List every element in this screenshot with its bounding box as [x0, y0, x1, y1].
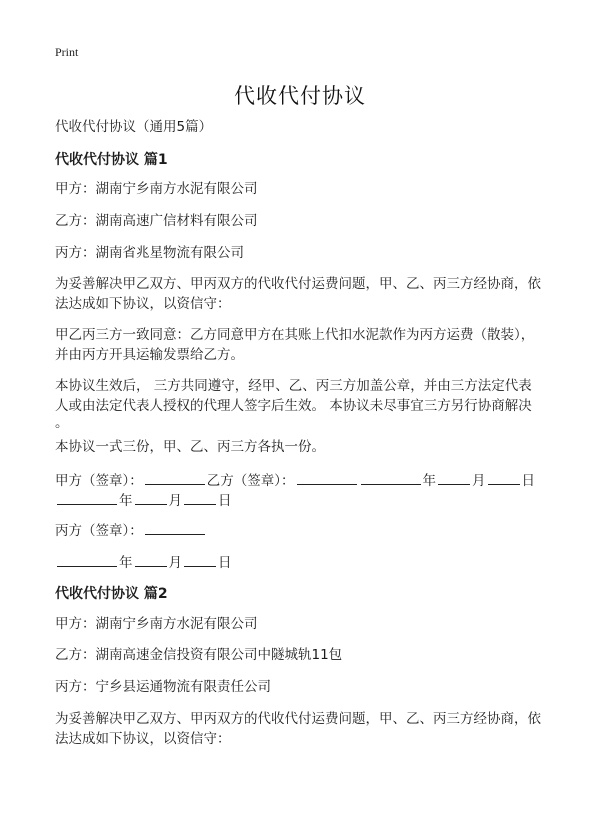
section-1-para3-line1: 本协议生效后， 三方共同遵守，经甲、乙、丙三方加盖公章，并由三方法定代表 [55, 378, 532, 394]
date-a-day-blank[interactable] [488, 470, 520, 485]
section-2-para1-line1: 为妥善解决甲乙双方、甲丙双方的代收代付运费问题，甲、乙、丙三方经协商，依 [55, 711, 541, 727]
section-1-heading: 代收代付协议 篇1 [55, 152, 168, 168]
month-label: 月 [168, 555, 182, 571]
date-b-day-blank[interactable] [184, 490, 216, 505]
year-label: 年 [119, 493, 133, 509]
section-1-para3-line3: 。 [55, 415, 69, 431]
signature-row-c [55, 520, 207, 541]
month-label: 月 [168, 493, 182, 509]
signature-date-b-row [55, 490, 232, 511]
day-label: 日 [218, 555, 232, 571]
year-label: 年 [119, 555, 133, 571]
signature-row-ab [55, 470, 535, 491]
date-b-month-blank[interactable] [135, 490, 167, 505]
section-2-party-b: 乙方：湖南高速金信投资有限公司中隧城轨11包 [55, 647, 343, 663]
sign-a-blank[interactable] [145, 470, 205, 485]
document-subtitle: 代收代付协议（通用5篇） [55, 119, 213, 135]
section-2-party-a: 甲方：湖南宁乡南方水泥有限公司 [55, 616, 258, 632]
section-1-para2-line2: 并由丙方开具运输发票给乙方。 [55, 347, 244, 363]
date-c-year-blank[interactable] [57, 552, 117, 567]
section-1-party-b: 乙方：湖南高速广信材料有限公司 [55, 213, 258, 229]
sign-b-label: 乙方（签章）： [206, 473, 295, 489]
month-label: 月 [472, 473, 486, 489]
signature-date-c-row [55, 552, 232, 573]
section-1-party-c: 丙方：湖南省兆星物流有限公司 [55, 245, 244, 261]
section-1-para1-line1: 为妥善解决甲乙双方、甲丙双方的代收代付运费问题，甲、乙、丙三方经协商，依 [55, 276, 541, 292]
date-c-month-blank[interactable] [135, 552, 167, 567]
sign-c-label: 丙方（签章）： [55, 523, 143, 539]
day-label: 日 [218, 493, 232, 509]
section-1-party-a: 甲方：湖南宁乡南方水泥有限公司 [55, 181, 258, 197]
section-1-para4: 本协议一式三份，甲、乙、丙三方各执一份。 [55, 439, 325, 455]
section-2-party-c: 丙方：宁乡县运通物流有限责任公司 [55, 679, 271, 695]
date-a-month-blank[interactable] [438, 470, 470, 485]
section-2-heading: 代收代付协议 篇2 [55, 586, 168, 602]
section-1-para1-line2: 法达成如下协议，以资信守： [55, 296, 231, 312]
date-c-day-blank[interactable] [184, 552, 216, 567]
section-2-para1-line2: 法达成如下协议，以资信守： [55, 731, 231, 747]
document-title: 代收代付协议 [234, 84, 366, 108]
sign-b-blank[interactable] [297, 470, 357, 485]
date-a-year-blank[interactable] [361, 470, 421, 485]
day-label: 日 [521, 473, 535, 489]
section-1-para2-line1: 甲乙丙三方一致同意：乙方同意甲方在其账上代扣水泥款作为丙方运费（散装）， [55, 327, 535, 343]
sign-c-blank[interactable] [145, 520, 205, 535]
sign-a-label: 甲方（签章）： [55, 473, 143, 489]
section-1-para3-line2: 人或由法定代表人授权的代理人签字后生效。 本协议未尽事宜三方另行协商解决 [55, 398, 532, 414]
year-label: 年 [422, 473, 436, 489]
print-link[interactable]: Print [55, 45, 79, 59]
date-b-year-blank[interactable] [57, 490, 117, 505]
